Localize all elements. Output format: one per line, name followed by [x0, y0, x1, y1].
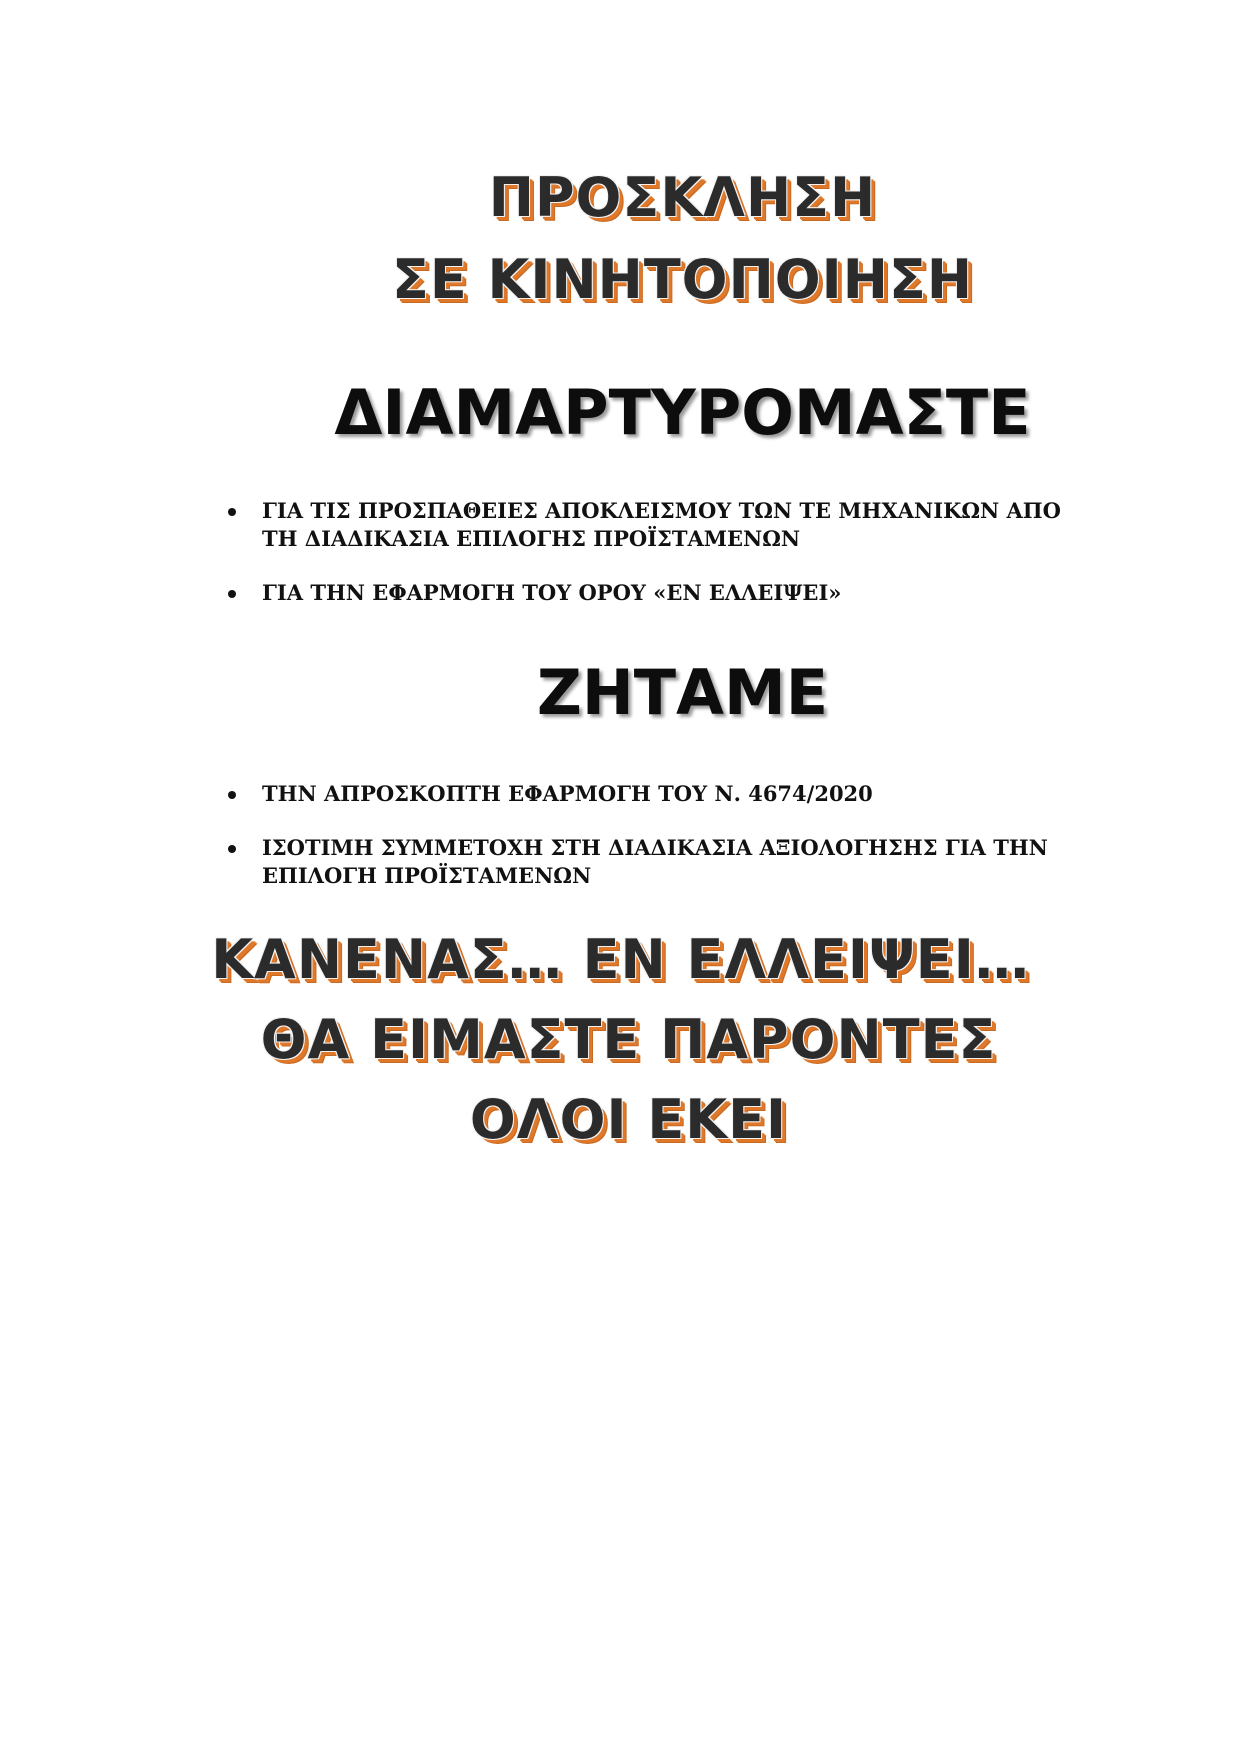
title-line-2: ΣΕ ΚΙΝΗΤΟΠΟΙΗΣΗ: [391, 248, 974, 311]
bullet-icon: [228, 590, 236, 598]
slogan-line-2: ΘΑ ΕΙΜΑΣΤΕ ΠΑΡΟΝΤΕΣ: [260, 1008, 997, 1071]
bullet-icon: [228, 791, 236, 799]
protest-item-1: [228, 497, 1088, 553]
demand-item-text: ΙΣΟΤΙΜΗ ΣΥΜΜΕΤΟΧΗ ΣΤΗ ΔΙΑΔΙΚΑΣΙΑ ΑΞΙΟΛΟΓΗΣΗΣ ΓΙΑ ΤΗΝ ΕΠΙΛΟΓΗ ΠΡΟΪΣΤΑΜΕΝΩΝ: [262, 835, 1048, 888]
protest-item-text: ΓΙΑ ΤΙΣ ΠΡΟΣΠΑΘΕΙΕΣ ΑΠΟΚΛΕΙΣΜΟΥ ΤΩΝ ΤΕ ΜΗΧΑΝΙΚΩΝ ΑΠΟ ΤΗ ΔΙΑΔΙΚΑΣΙΑ ΕΠΙΛΟΓΗΣ ΠΡΟΪΣΤΑΜΕΝΩΝ: [262, 498, 1061, 551]
protest-heading: ΔΙΑΜΑΡΤΥΡΟΜΑΣΤΕ: [334, 376, 1031, 449]
protest-list: [228, 497, 1088, 633]
demand-heading: ΖΗΤΑΜΕ: [536, 656, 829, 729]
slogan-line-3: ΟΛΟΙ ΕΚΕΙ: [469, 1088, 788, 1151]
demand-item-1: [228, 780, 1088, 808]
demand-item-2: [228, 834, 1088, 890]
demand-item-text: ΤΗΝ ΑΠΡΟΣΚΟΠΤΗ ΕΦΑΡΜΟΓΗ ΤΟΥ Ν. 4674/2020: [262, 781, 873, 806]
title-line-1: ΠΡΟΣΚΛΗΣΗ: [488, 166, 877, 229]
bullet-icon: [228, 508, 236, 516]
slogan-line-1: ΚΑΝΕΝΑΣ… ΕΝ ΕΛΛΕΙΨΕΙ…: [211, 928, 1030, 991]
protest-item-2: [228, 579, 1088, 607]
demand-list: [228, 780, 1088, 916]
protest-item-text: ΓΙΑ ΤΗΝ ΕΦΑΡΜΟΓΗ ΤΟΥ ΟΡΟΥ «ΕΝ ΕΛΛΕΙΨΕΙ»: [262, 580, 842, 605]
bullet-icon: [228, 845, 236, 853]
